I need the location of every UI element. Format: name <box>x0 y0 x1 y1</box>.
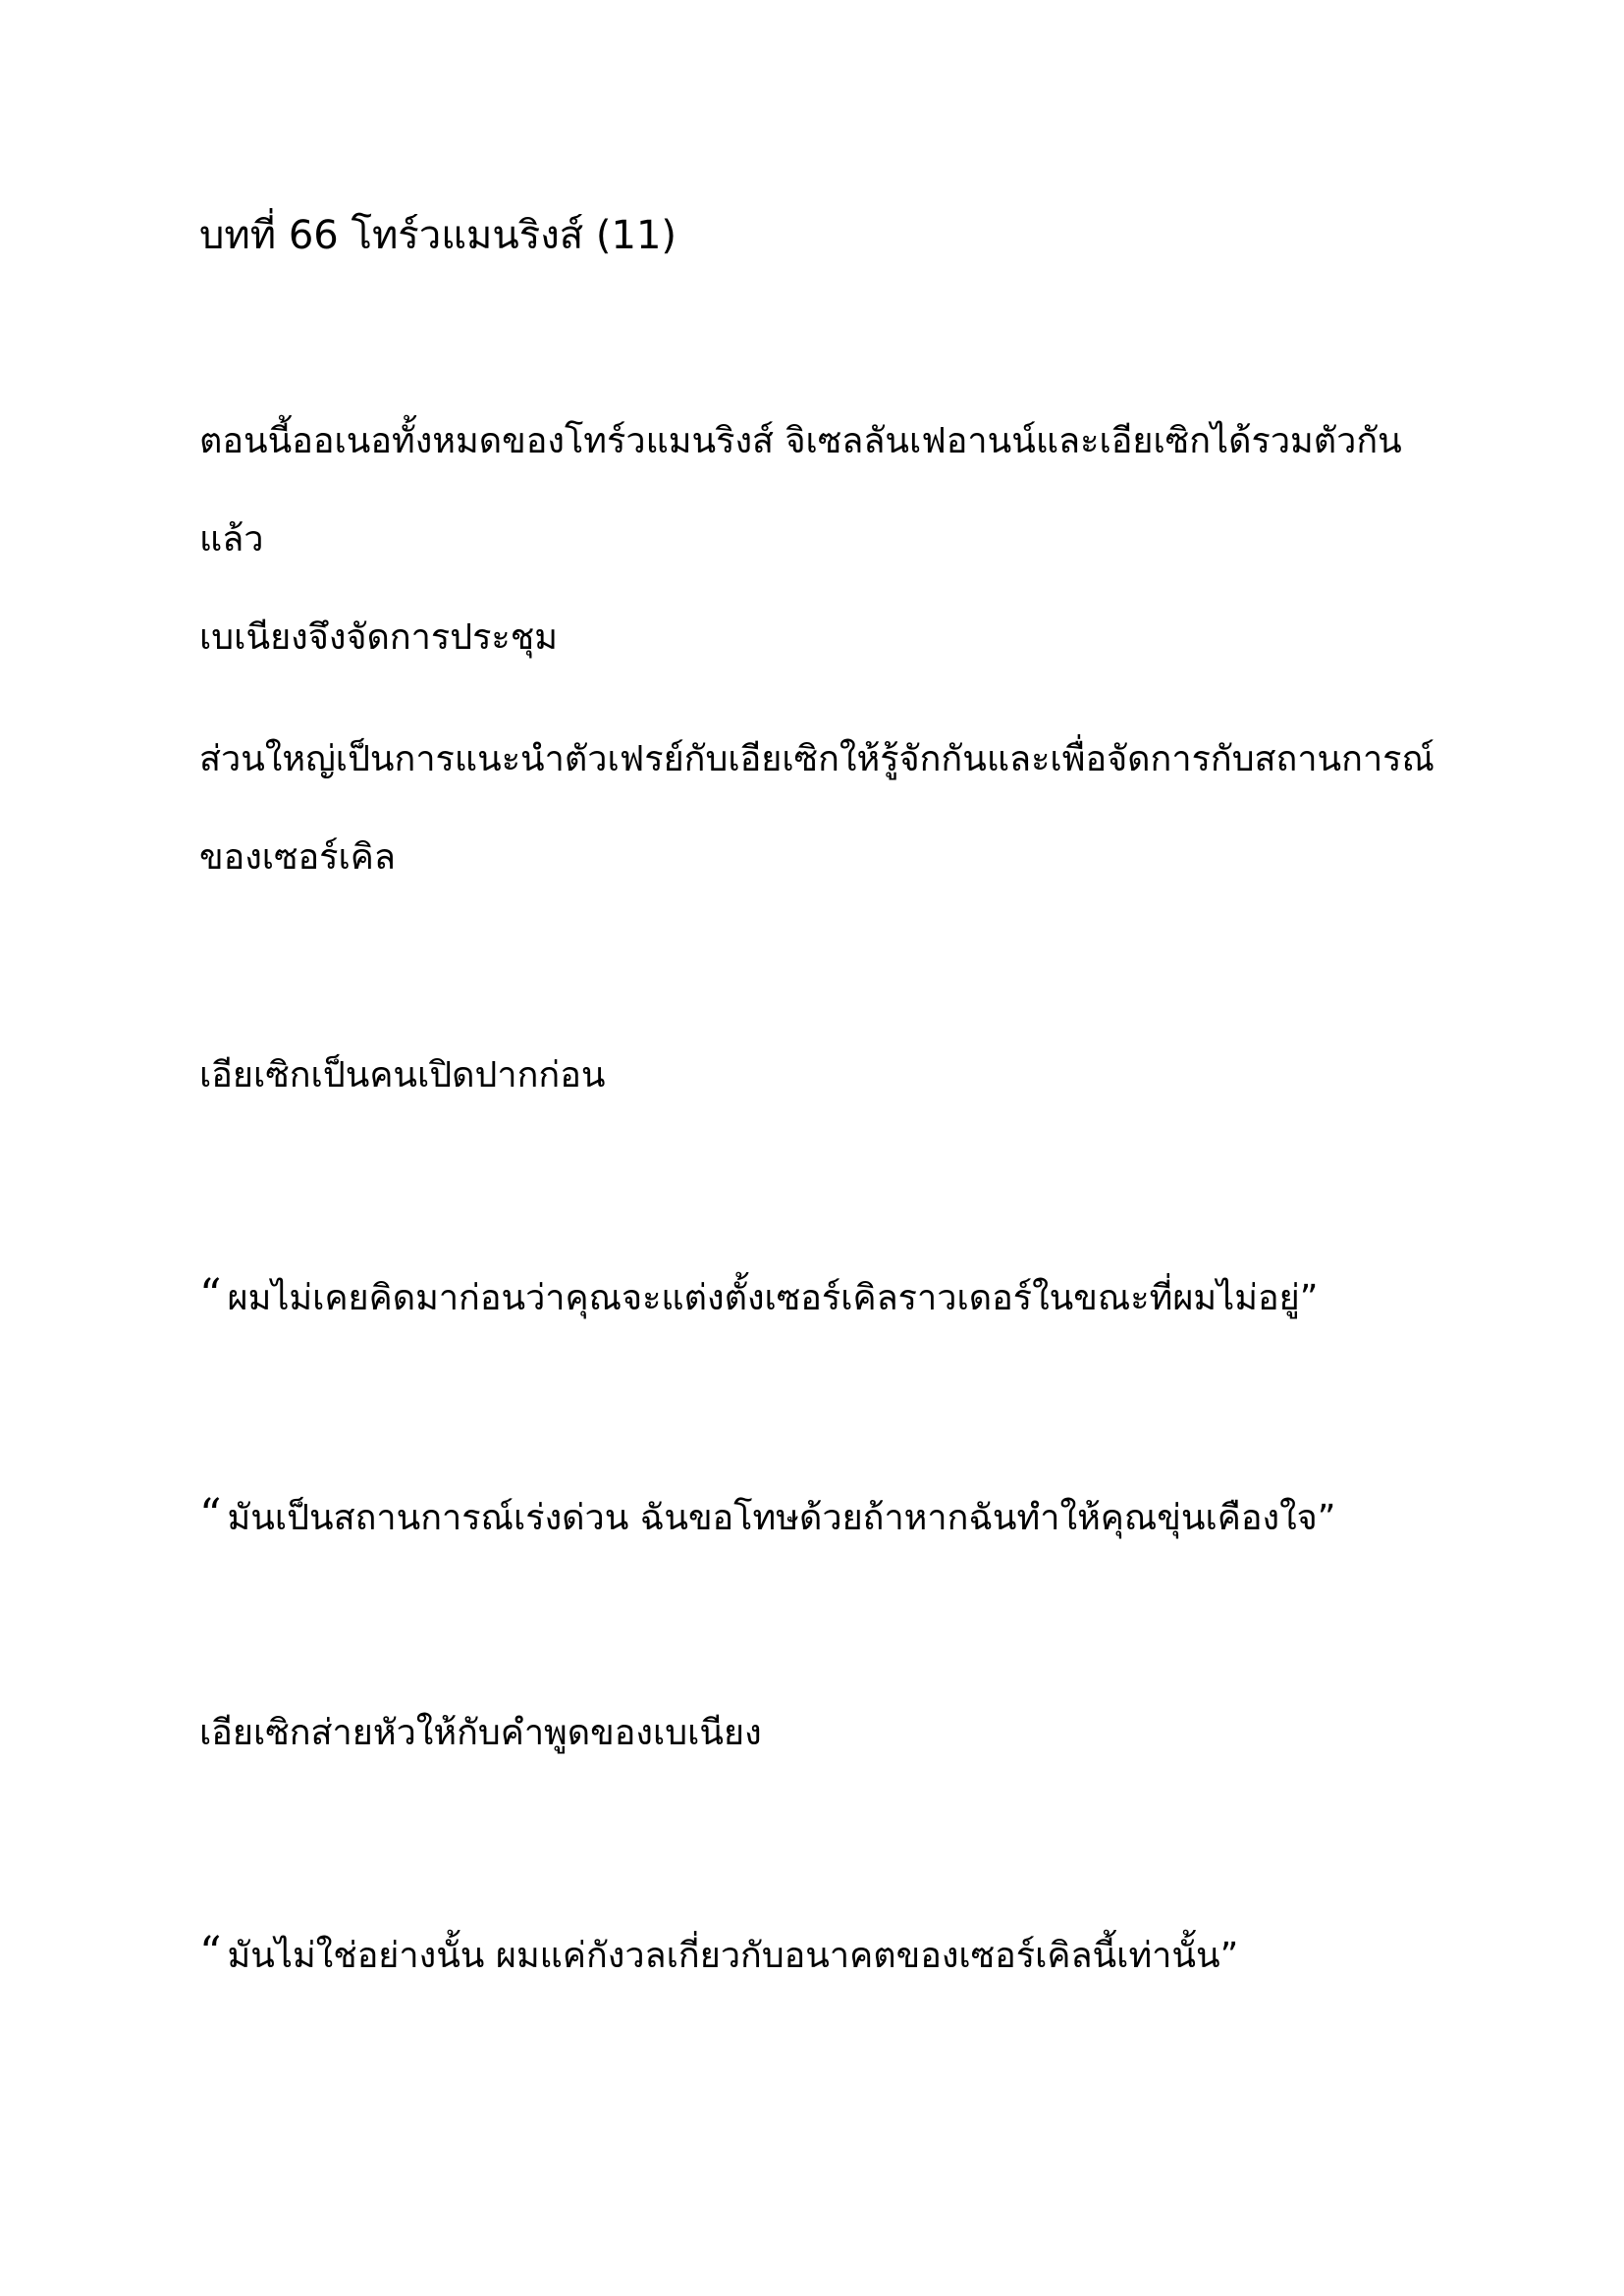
paragraph-2 <box>199 711 1436 907</box>
paragraph-2-line-2: ของเซอร์เคิล <box>199 837 396 878</box>
dialogue-2 <box>199 1467 1436 1568</box>
open-quote-mark: “ <box>199 1270 222 1320</box>
paragraph-3 <box>199 1027 1436 1125</box>
paragraph-6-line-1: เอียเซิกส่ายหัวให้กับคำพูดของเบเนียง <box>199 1713 762 1753</box>
dialogue-1 <box>199 1247 1436 1348</box>
paragraph-1-line-2: เบเนียงจึงจัดการประชุม <box>199 617 558 658</box>
dialogue-1-text: ผมไม่เคยคิดมาก่อนว่าคุณจะแต่งตั้งเซอร์เคิลราวเดอร์ในขณะที่ผมไม่อยู่” <box>227 1278 1319 1318</box>
open-quote-mark: “ <box>199 1490 222 1540</box>
open-quote-mark: “ <box>199 1928 222 1978</box>
paragraph-6 <box>199 1684 1436 1783</box>
paragraph-3-line-1: เอียเซิกเป็นคนเปิดปากก่อน <box>199 1055 606 1095</box>
dialogue-3 <box>199 1904 1436 2005</box>
paragraph-1-line-1: ตอนนี้ออเนอทั้งหมดของโทร์วแมนริงส์ จิเซลลันเฟอานน์และเอียเซิกได้รวมตัวกันแล้ว <box>199 421 1402 560</box>
dialogue-3-text: มันไม่ใช่อย่างนั้น ผมแค่กังวลเกี่ยวกับอนาคตของเซอร์เคิลนี้เท่านั้น” <box>227 1936 1239 1976</box>
paragraph-1 <box>199 393 1436 687</box>
dialogue-2-text: มันเป็นสถานการณ์เร่งด่วน ฉันขอโทษด้วยถ้าหากฉันทำให้คุณขุ่นเคืองใจ” <box>227 1498 1336 1538</box>
paragraph-2-line-1: ส่วนใหญ่เป็นการแนะนำตัวเฟรย์กับเอียเซิกให้รู้จักกันและเพื่อจัดการกับสถานการณ์ <box>199 739 1435 779</box>
chapter-title: บทที่ 66 โทร์วแมนริงส์ (11) <box>199 213 677 258</box>
